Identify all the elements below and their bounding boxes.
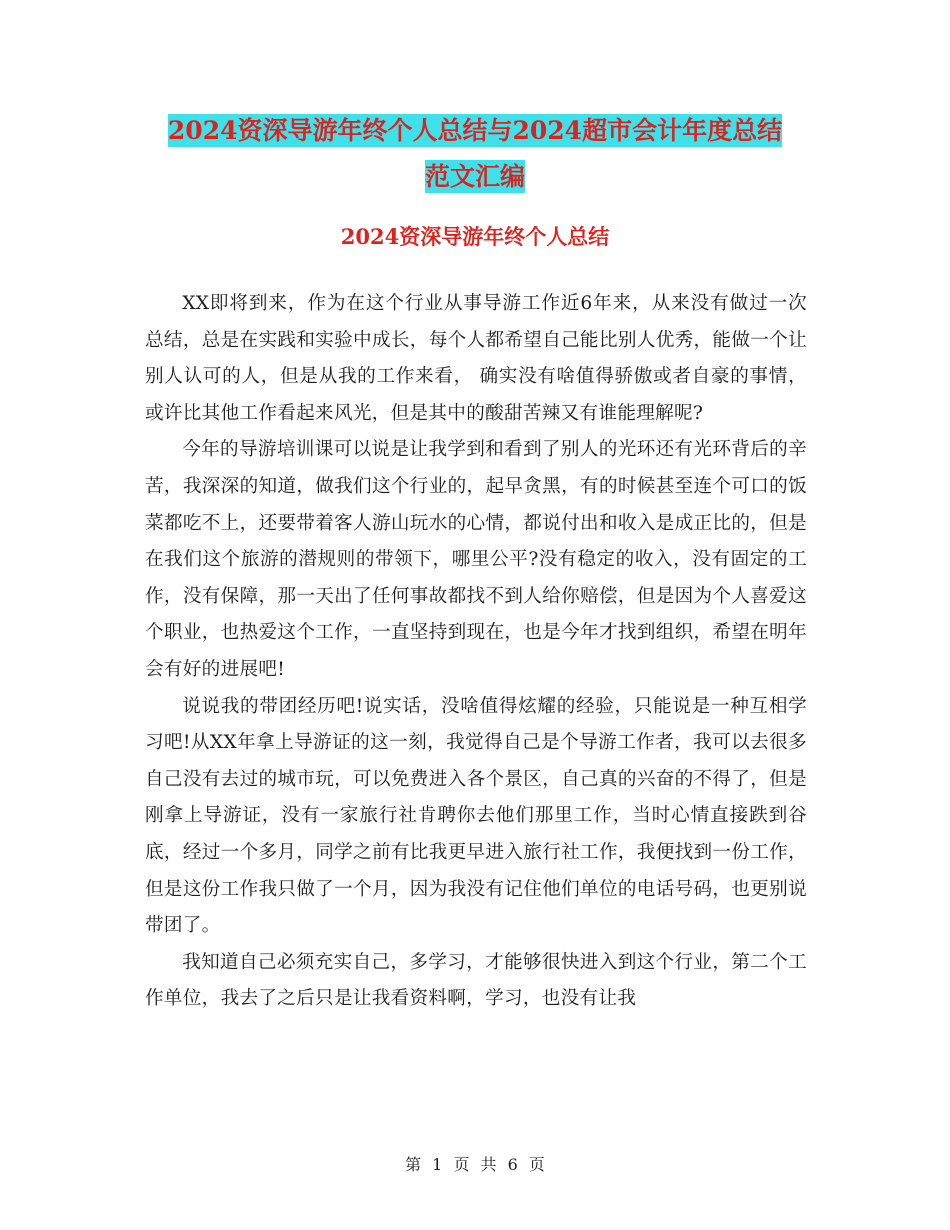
document-title-line2: 范文汇编 xyxy=(424,162,525,191)
document-title-line1: 2024资深导游年终个人总结与2024超市会计年度总结 xyxy=(167,116,783,145)
paragraph-3: 说说我的带团经历吧!说实话，没啥值得炫耀的经验，只能说是一种互相学习吧!从XX年拿上导游证的这一刻，我觉得自己是个导游工作者，我可以去很多自己没有去过的城市玩，可以免费进入各个景区，自己真的兴奋的不得了，但是刚拿上导游证，没有一家旅行社肯聘你去他们那里工作，当时心情直接跌到谷底，经过一个多月，同学之前有比我更早进入旅行社工作，我便找到一份工作，但是这份工作我只做了一个月，因为我没有记住他们单位的电话号码，也更别说带团了。 xyxy=(145,695,807,937)
section-title: 2024资深导游年终个人总结 xyxy=(340,224,610,249)
paragraph-4: 我知道自己必须充实自己，多学习，才能够很快进入到这个行业，第二个工作单位，我去了之后只是让我看资料啊，学习，也没有让我 xyxy=(145,951,807,1010)
document-body xyxy=(145,286,807,1018)
page-footer: 第 1 页 共 6 页 xyxy=(405,1155,545,1174)
paragraph-2: 今年的导游培训课可以说是让我学到和看到了别人的光环还有光环背后的辛苦，我深深的知道，做我们这个行业的，起早贪黑，有的时候甚至连个可口的饭菜都吃不上，还要带着客人游山玩水的心情，都说付出和收入是成正比的，但是在我们这个旅游的潜规则的带领下，哪里公平?没有稳定的收入，没有固定的工作，没有保障，那一天出了任何事故都找不到人给你赔偿，但是因为个人喜爱这个职业，也热爱这个工作，一直坚持到现在，也是今年才找到组织，希望在明年会有好的进展吧! xyxy=(145,439,807,680)
paragraph-1: XX即将到来，作为在这个行业从事导游工作近6年来，从来没有做过一次总结，总是在实践和实验中成长，每个人都希望自己能比别人优秀，能做一个让别人认可的人，但是从我的工作来看， 确实没有啥值得骄傲或者自豪的事情，或许比其他工作看起来风光，但是其中的酸甜苦辣又有谁能理解呢? xyxy=(145,293,807,424)
document-title xyxy=(120,108,830,200)
